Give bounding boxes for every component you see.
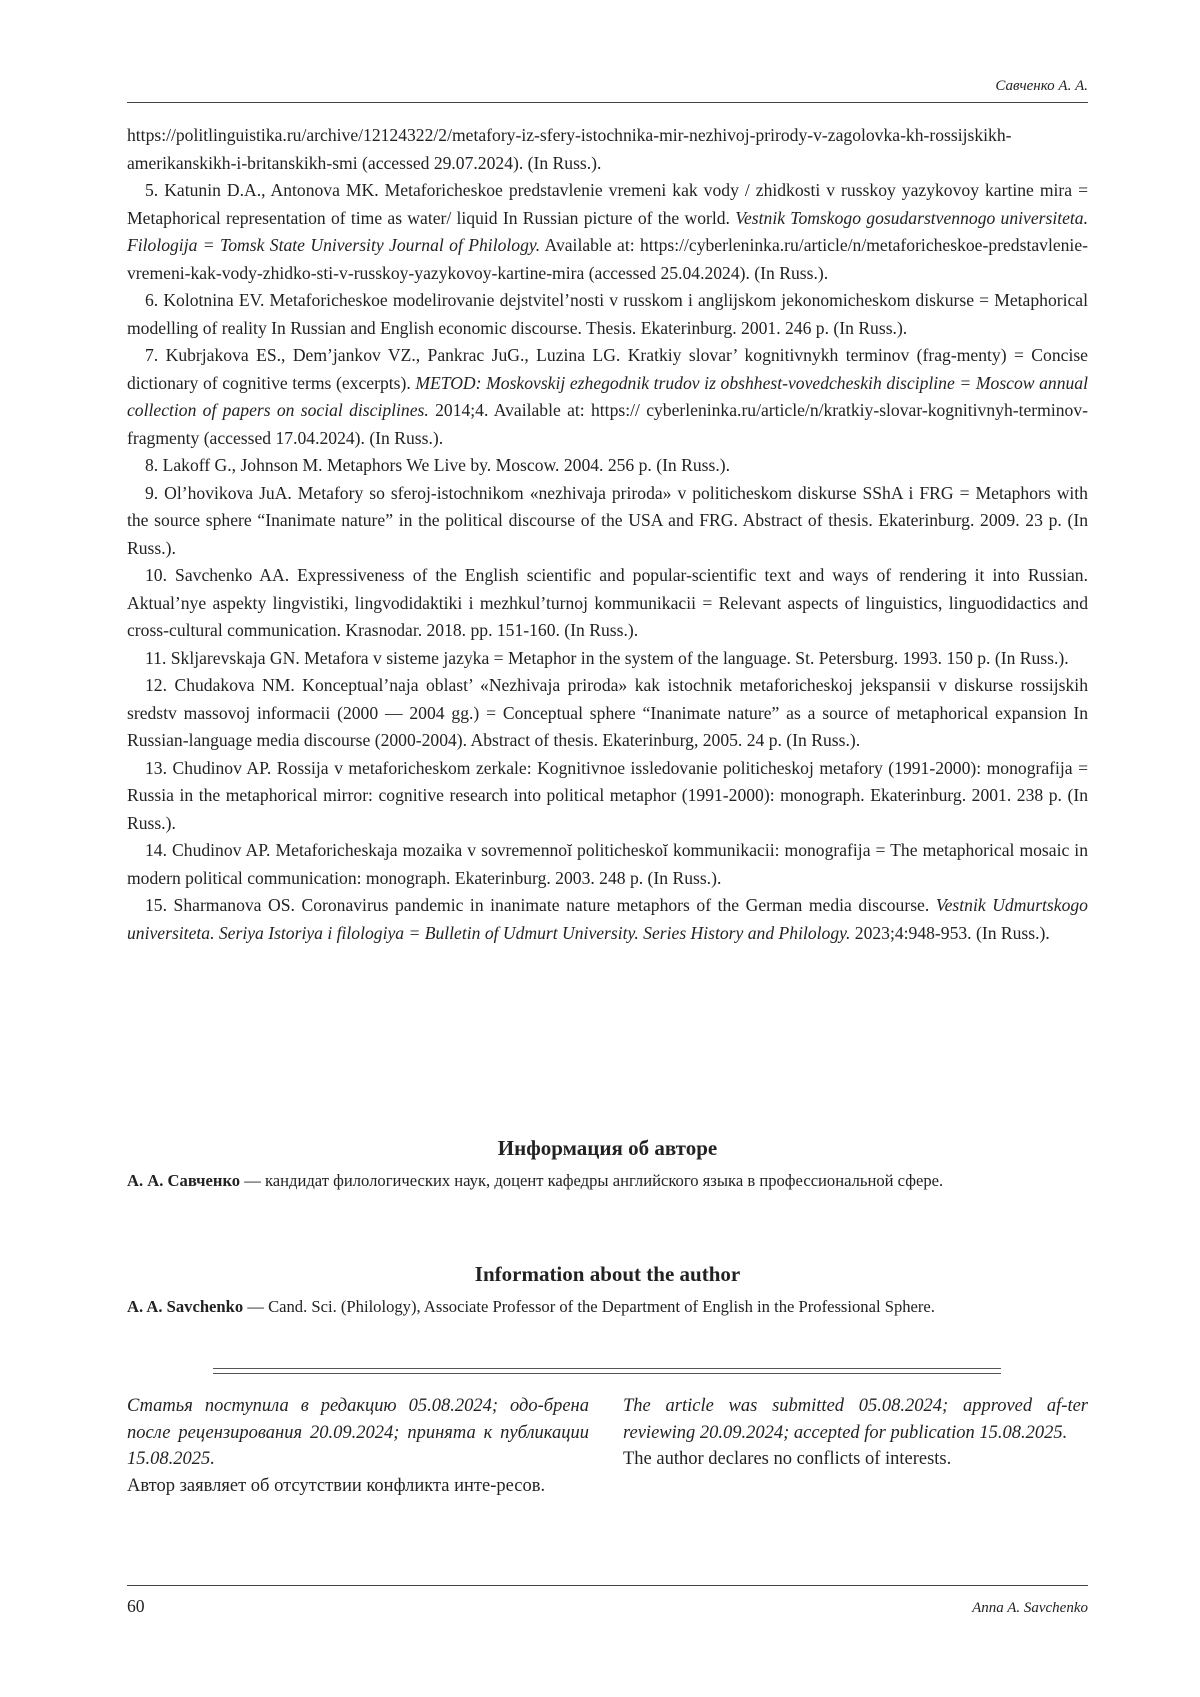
reference-number: 6. — [145, 290, 159, 310]
reference-number: 13. — [145, 757, 167, 778]
reference-item — [127, 755, 1088, 838]
reference-number: 14. — [145, 840, 167, 860]
reference-item — [127, 122, 1088, 177]
author-info-ru-text — [127, 1168, 1088, 1193]
reference-list — [127, 122, 1088, 947]
reference-journal: Vestnik Tomskogo gosudarstvennogo universiteta. Filologija = Tomsk State University Journal of Philology. — [127, 207, 1088, 255]
reference-item — [127, 645, 1088, 673]
author-info-en-text — [127, 1294, 1088, 1319]
reference-journal: METOD: Moskovskij ezhegodnik trudov iz obshhest-vovedcheskih discipline = Moscow annual collection of papers on social disciplines. — [127, 372, 1088, 420]
conflict-statement-en: The author declares no conflicts of interests. — [623, 1449, 952, 1469]
reference-text: Ol’hovikova JuA. Metafory so sferoj-istochnikom «nezhivaja priroda» v politicheskom diskurse SShA i FRG = Metaphors with the source sphere “Inanimate nature” in the political discourse of the USA and FRG. Abstract of thesis. Ekaterinburg. 2009. 23 p. (In Russ.). — [127, 482, 1088, 558]
author-name-ru: А. А. Савченко — [127, 1171, 241, 1190]
reference-item — [127, 837, 1088, 892]
reference-item — [127, 672, 1088, 755]
reference-text: https://politlinguistika.ru/archive/12124322/2/metafory-iz-sfery-istochnika-mir-nezhivoj-prirody-v-zagolovka-kh-rossijskikh-amerikanskikh-i-britanskikh-smi (accessed 29.07.2024). (In Russ.). — [127, 125, 1012, 173]
reference-tail: 2014;4. Available at: https:// cyberleninka.ru/article/n/kratkiy-slovar-kognitivnyh-terminov-fragmenty (accessed 17.04.2024). (In Russ.). — [127, 400, 1088, 448]
reference-text: Lakoff G., Johnson M. Metaphors We Live by. Moscow. 2004. 256 p. (In Russ.). — [162, 455, 731, 475]
reference-number: 11. — [145, 647, 167, 668]
reference-text: Katunin D.A., Antonova MK. Metaforicheskoe predstavlenie vremeni kak vody / zhidkosti v russkoy yazykovoy kartine mira = Metaphorical representation of time as water/ liquid In Russian picture of the world. — [127, 180, 1088, 228]
author-description-ru: — кандидат филологических наук, доцент кафедры английского языка в профессиональной сфере. — [240, 1171, 944, 1190]
author-name-en: A. A. Savchenko — [127, 1297, 244, 1316]
author-info-en-heading: Information about the author — [474, 1262, 741, 1286]
reference-text: Chudakova NM. Konceptual’naja oblast’ «Nezhivaja priroda» kak istochnik metaforicheskoj jekspansii v diskurse rossijskih sredstv massovoj informacii (2000 — 2004 gg.) = Conceptual sphere “Inanimate nature” as a source of metaphorical expansion In Russian-language media discourse (2000-2004). Abstract of thesis. Ekaterinburg, 2005. 24 p. (In Russ.). — [127, 675, 1088, 750]
reference-item — [127, 452, 1088, 480]
author-info-ru-heading: Информация об авторе — [497, 1136, 718, 1160]
header-rule — [127, 102, 1088, 103]
submission-info-en — [623, 1393, 1088, 1473]
footer-rule — [127, 1585, 1088, 1586]
author-description-en: — Cand. Sci. (Philology), Associate Professor of the Department of English in the Professional Sphere. — [243, 1297, 935, 1316]
conflict-statement-ru: Автор заявляет об отсутствии конфликта инте-ресов. — [127, 1475, 546, 1496]
reference-text: Sharmanova OS. Coronavirus pandemic in inanimate nature metaphors of the German media discourse. — [173, 895, 930, 915]
submission-dates-ru: Статья поступила в редакцию 05.08.2024; одо-брена после рецензирования 20.09.2024; принята к публикации 15.08.2025. — [127, 1396, 589, 1469]
reference-text: Skljarevskaja GN. Metafora v sisteme jazyka = Metaphor in the system of the language. St. Petersburg. 1993. 150 p. (In Russ.). — [170, 647, 1069, 668]
reference-text: Chudinov AP. Metaforicheskaja mozaika v sovremennoĭ politicheskoĭ kommunikacii: monografija = The metaphorical mosaic in modern political communication: monograph. Ekaterinburg. 2003. 248 p. (In Russ.). — [127, 840, 1088, 888]
submission-info-ru — [127, 1393, 589, 1499]
reference-number: 8. — [145, 455, 159, 475]
reference-text: Kolotnina EV. Metaforicheskoe modelirovanie dejstvitel’nosti v russkom i anglijskom jekonomicheskom diskurse = Metaphorical modelling of reality In Russian and English economic discourse. Thesis. Ekaterinburg. 2001. 246 p. (In Russ.). — [127, 290, 1088, 338]
reference-text: Savchenko AA. Expressiveness of the English scientific and popular-scientific text and ways of rendering it into Russian. Aktual’nye aspekty lingvistiki, lingvodidaktiki i mezhkul’turnoj kommunikacii = Relevant aspects of linguistics, linguodidactics and cross-cultural communication. Krasnodar. 2018. pp. 151-160. (In Russ.). — [127, 565, 1088, 640]
running-head-author: Савченко А. А. — [995, 78, 1088, 94]
reference-item — [127, 480, 1088, 563]
reference-item — [127, 562, 1088, 645]
reference-item — [127, 287, 1088, 342]
reference-item — [127, 892, 1088, 947]
reference-journal: Vestnik Udmurtskogo universiteta. Seriya Istoriya i filologiya = Bulletin of Udmurt University. Series History and Philology. — [127, 895, 1088, 943]
reference-number: 7. — [145, 345, 159, 365]
reference-item — [127, 177, 1088, 287]
reference-tail: 2023;4:948-953. (In Russ.). — [854, 922, 1050, 943]
reference-number: 12. — [145, 675, 167, 695]
submission-dates-en: The article was submitted 05.08.2024; approved af-ter reviewing 20.09.2024; accepted for publication 15.08.2025. — [623, 1396, 1088, 1443]
reference-text: Kubrjakova ES., Dem’jankov VZ., Pankrac JuG., Luzina LG. Kratkiy slovar’ kognitivnykh terminov (frag-menty) = Concise dictionary of cognitive terms (excerpts). — [127, 345, 1088, 393]
journal-page — [127, 0, 1088, 1697]
reference-number: 15. — [145, 895, 167, 915]
reference-number: 5. — [145, 180, 159, 200]
reference-number: 10. — [145, 565, 167, 585]
reference-item — [127, 342, 1088, 452]
section-divider — [213, 1368, 1001, 1374]
reference-number: 9. — [145, 482, 159, 503]
footer-author: Anna A. Savchenko — [972, 1600, 1088, 1616]
reference-text: Chudinov AP. Rossija v metaforicheskom zerkale: Kognitivnoe issledovanie politicheskoj metafory (1991-2000): monografija = Russia in the metaphorical mirror: cognitive research into political metaphor (1991-2000): monograph. Ekaterinburg. 2001. 238 p. (In Russ.). — [127, 757, 1088, 833]
reference-tail: Available at: https://cyberleninka.ru/article/n/metaforicheskoe-predstavlenie-vremeni-kak-vody-zhidko-sti-v-russkoy-yazykovoy-kartine-mira (accessed 25.04.2024). (In Russ.). — [127, 235, 1088, 283]
page-number: 60 — [127, 1596, 145, 1616]
